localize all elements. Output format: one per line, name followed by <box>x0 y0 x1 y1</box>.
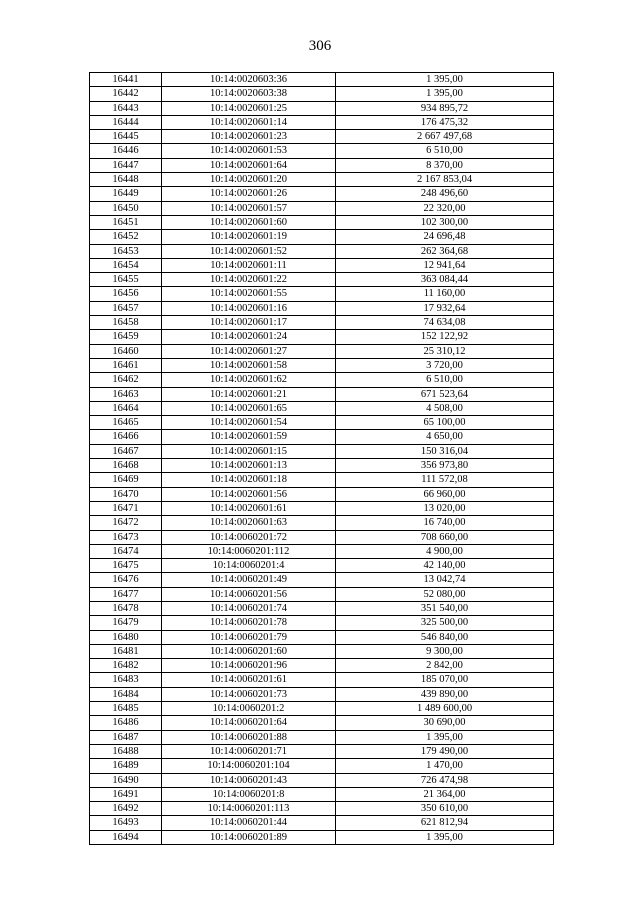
cadastral-number-cell: 10:14:0060201:104 <box>162 759 336 773</box>
row-number-cell: 16481 <box>90 644 162 658</box>
value-cell: 248 496,60 <box>336 187 554 201</box>
table-row <box>90 544 554 558</box>
table-row <box>90 687 554 701</box>
table-row <box>90 258 554 272</box>
row-number-cell: 16485 <box>90 702 162 716</box>
cadastral-number-cell: 10:14:0060201:78 <box>162 616 336 630</box>
value-cell: 111 572,08 <box>336 473 554 487</box>
table-row <box>90 501 554 515</box>
cadastral-number-cell: 10:14:0020601:15 <box>162 444 336 458</box>
cadastral-number-cell: 10:14:0060201:73 <box>162 687 336 701</box>
row-number-cell: 16491 <box>90 787 162 801</box>
cadastral-number-cell: 10:14:0020601:16 <box>162 301 336 315</box>
table-row <box>90 659 554 673</box>
table-row <box>90 287 554 301</box>
row-number-cell: 16458 <box>90 316 162 330</box>
cadastral-number-cell: 10:14:0060201:71 <box>162 744 336 758</box>
row-number-cell: 16446 <box>90 144 162 158</box>
value-cell: 74 634,08 <box>336 316 554 330</box>
cadastral-number-cell: 10:14:0060201:44 <box>162 816 336 830</box>
table-row <box>90 230 554 244</box>
value-cell: 1 395,00 <box>336 730 554 744</box>
table-row <box>90 830 554 844</box>
cadastral-number-cell: 10:14:0020601:52 <box>162 244 336 258</box>
value-cell: 152 122,92 <box>336 330 554 344</box>
value-cell: 16 740,00 <box>336 516 554 530</box>
table-row <box>90 716 554 730</box>
cadastral-number-cell: 10:14:0060201:72 <box>162 530 336 544</box>
value-cell: 150 316,04 <box>336 444 554 458</box>
row-number-cell: 16455 <box>90 273 162 287</box>
value-cell: 934 895,72 <box>336 101 554 115</box>
cadastral-number-cell: 10:14:0020601:13 <box>162 459 336 473</box>
row-number-cell: 16463 <box>90 387 162 401</box>
value-cell: 66 960,00 <box>336 487 554 501</box>
table-row <box>90 616 554 630</box>
cadastral-number-cell: 10:14:0020601:19 <box>162 230 336 244</box>
value-cell: 179 490,00 <box>336 744 554 758</box>
row-number-cell: 16459 <box>90 330 162 344</box>
row-number-cell: 16465 <box>90 416 162 430</box>
cadastral-number-cell: 10:14:0020601:18 <box>162 473 336 487</box>
value-cell: 6 510,00 <box>336 144 554 158</box>
cadastral-number-cell: 10:14:0060201:60 <box>162 644 336 658</box>
table-row <box>90 559 554 573</box>
row-number-cell: 16444 <box>90 115 162 129</box>
cadastral-number-cell: 10:14:0060201:43 <box>162 773 336 787</box>
cadastral-number-cell: 10:14:0060201:64 <box>162 716 336 730</box>
cadastral-number-cell: 10:14:0060201:56 <box>162 587 336 601</box>
table-body <box>90 73 554 845</box>
row-number-cell: 16470 <box>90 487 162 501</box>
value-cell: 65 100,00 <box>336 416 554 430</box>
value-cell: 8 370,00 <box>336 158 554 172</box>
cadastral-number-cell: 10:14:0060201:89 <box>162 830 336 844</box>
table-row <box>90 244 554 258</box>
value-cell: 21 364,00 <box>336 787 554 801</box>
table-row <box>90 358 554 372</box>
value-cell: 3 720,00 <box>336 358 554 372</box>
value-cell: 671 523,64 <box>336 387 554 401</box>
table-row <box>90 373 554 387</box>
table-row <box>90 587 554 601</box>
value-cell: 351 540,00 <box>336 601 554 615</box>
row-number-cell: 16493 <box>90 816 162 830</box>
cadastral-number-cell: 10:14:0020601:60 <box>162 215 336 229</box>
cadastral-number-cell: 10:14:0060201:96 <box>162 659 336 673</box>
value-cell: 262 364,68 <box>336 244 554 258</box>
value-cell: 1 395,00 <box>336 87 554 101</box>
cadastral-number-cell: 10:14:0020601:14 <box>162 115 336 129</box>
value-cell: 350 610,00 <box>336 802 554 816</box>
table-row <box>90 702 554 716</box>
row-number-cell: 16460 <box>90 344 162 358</box>
value-cell: 1 470,00 <box>336 759 554 773</box>
row-number-cell: 16490 <box>90 773 162 787</box>
table-row <box>90 215 554 229</box>
table-row <box>90 201 554 215</box>
cadastral-number-cell: 10:14:0020601:22 <box>162 273 336 287</box>
row-number-cell: 16461 <box>90 358 162 372</box>
value-cell: 726 474,98 <box>336 773 554 787</box>
table-row <box>90 115 554 129</box>
row-number-cell: 16443 <box>90 101 162 115</box>
value-cell: 25 310,12 <box>336 344 554 358</box>
value-cell: 1 489 600,00 <box>336 702 554 716</box>
value-cell: 4 650,00 <box>336 430 554 444</box>
value-cell: 4 508,00 <box>336 401 554 415</box>
table-row <box>90 516 554 530</box>
value-cell: 52 080,00 <box>336 587 554 601</box>
table-row <box>90 401 554 415</box>
cadastral-number-cell: 10:14:0020601:56 <box>162 487 336 501</box>
table-row <box>90 644 554 658</box>
value-cell: 6 510,00 <box>336 373 554 387</box>
value-cell: 12 941,64 <box>336 258 554 272</box>
row-number-cell: 16476 <box>90 573 162 587</box>
value-cell: 546 840,00 <box>336 630 554 644</box>
cadastral-number-cell: 10:14:0060201:74 <box>162 601 336 615</box>
page-number: 306 <box>308 38 332 54</box>
table-row <box>90 487 554 501</box>
value-cell: 363 084,44 <box>336 273 554 287</box>
value-cell: 9 300,00 <box>336 644 554 658</box>
cadastral-number-cell: 10:14:0060201:2 <box>162 702 336 716</box>
row-number-cell: 16474 <box>90 544 162 558</box>
table-row <box>90 158 554 172</box>
cadastral-number-cell: 10:14:0020601:11 <box>162 258 336 272</box>
row-number-cell: 16472 <box>90 516 162 530</box>
row-number-cell: 16489 <box>90 759 162 773</box>
table-row <box>90 473 554 487</box>
table-row <box>90 101 554 115</box>
table-row <box>90 416 554 430</box>
value-cell: 621 812,94 <box>336 816 554 830</box>
row-number-cell: 16466 <box>90 430 162 444</box>
value-cell: 2 167 853,04 <box>336 173 554 187</box>
table-row <box>90 730 554 744</box>
value-cell: 185 070,00 <box>336 673 554 687</box>
value-cell: 102 300,00 <box>336 215 554 229</box>
value-cell: 2 842,00 <box>336 659 554 673</box>
row-number-cell: 16492 <box>90 802 162 816</box>
row-number-cell: 16483 <box>90 673 162 687</box>
value-cell: 11 160,00 <box>336 287 554 301</box>
cadastral-number-cell: 10:14:0020601:20 <box>162 173 336 187</box>
table-row <box>90 173 554 187</box>
table-row <box>90 573 554 587</box>
cadastral-number-cell: 10:14:0020601:26 <box>162 187 336 201</box>
row-number-cell: 16441 <box>90 73 162 87</box>
row-number-cell: 16482 <box>90 659 162 673</box>
cadastral-number-cell: 10:14:0020601:57 <box>162 201 336 215</box>
cadastral-number-cell: 10:14:0060201:61 <box>162 673 336 687</box>
table-row <box>90 802 554 816</box>
table-row <box>90 816 554 830</box>
table-row <box>90 459 554 473</box>
cadastral-number-cell: 10:14:0060201:88 <box>162 730 336 744</box>
table-row <box>90 301 554 315</box>
row-number-cell: 16469 <box>90 473 162 487</box>
table-row <box>90 387 554 401</box>
cadastral-number-cell: 10:14:0060201:8 <box>162 787 336 801</box>
cadastral-number-cell: 10:14:0020601:24 <box>162 330 336 344</box>
cadastral-number-cell: 10:14:0060201:49 <box>162 573 336 587</box>
table-row <box>90 130 554 144</box>
table-row <box>90 673 554 687</box>
row-number-cell: 16445 <box>90 130 162 144</box>
row-number-cell: 16468 <box>90 459 162 473</box>
table-row <box>90 744 554 758</box>
row-number-cell: 16487 <box>90 730 162 744</box>
value-cell: 2 667 497,68 <box>336 130 554 144</box>
cadastral-number-cell: 10:14:0020601:27 <box>162 344 336 358</box>
cadastral-number-cell: 10:14:0020601:25 <box>162 101 336 115</box>
cadastral-number-cell: 10:14:0020601:65 <box>162 401 336 415</box>
cadastral-number-cell: 10:14:0020601:62 <box>162 373 336 387</box>
value-cell: 356 973,80 <box>336 459 554 473</box>
cadastral-number-cell: 10:14:0020603:36 <box>162 73 336 87</box>
cadastral-number-cell: 10:14:0020601:61 <box>162 501 336 515</box>
value-cell: 22 320,00 <box>336 201 554 215</box>
cadastral-number-cell: 10:14:0060201:4 <box>162 559 336 573</box>
row-number-cell: 16480 <box>90 630 162 644</box>
cadastral-number-cell: 10:14:0020601:64 <box>162 158 336 172</box>
row-number-cell: 16494 <box>90 830 162 844</box>
cadastral-number-cell: 10:14:0020601:58 <box>162 358 336 372</box>
row-number-cell: 16442 <box>90 87 162 101</box>
value-cell: 439 890,00 <box>336 687 554 701</box>
cadastral-number-cell: 10:14:0020601:23 <box>162 130 336 144</box>
row-number-cell: 16452 <box>90 230 162 244</box>
table-row <box>90 444 554 458</box>
table-row <box>90 330 554 344</box>
row-number-cell: 16467 <box>90 444 162 458</box>
row-number-cell: 16473 <box>90 530 162 544</box>
row-number-cell: 16457 <box>90 301 162 315</box>
cadastral-number-cell: 10:14:0020601:63 <box>162 516 336 530</box>
value-cell: 708 660,00 <box>336 530 554 544</box>
table-row <box>90 601 554 615</box>
row-number-cell: 16453 <box>90 244 162 258</box>
row-number-cell: 16484 <box>90 687 162 701</box>
row-number-cell: 16475 <box>90 559 162 573</box>
cadastral-number-cell: 10:14:0020601:54 <box>162 416 336 430</box>
value-cell: 1 395,00 <box>336 830 554 844</box>
cadastral-number-cell: 10:14:0060201:79 <box>162 630 336 644</box>
value-cell: 1 395,00 <box>336 73 554 87</box>
table-row <box>90 344 554 358</box>
row-number-cell: 16477 <box>90 587 162 601</box>
table-row <box>90 316 554 330</box>
cadastral-number-cell: 10:14:0020603:38 <box>162 87 336 101</box>
row-number-cell: 16488 <box>90 744 162 758</box>
cadastral-number-cell: 10:14:0020601:21 <box>162 387 336 401</box>
table-row <box>90 530 554 544</box>
row-number-cell: 16447 <box>90 158 162 172</box>
row-number-cell: 16450 <box>90 201 162 215</box>
table-row <box>90 630 554 644</box>
table-row <box>90 430 554 444</box>
row-number-cell: 16451 <box>90 215 162 229</box>
cadastral-number-cell: 10:14:0020601:55 <box>162 287 336 301</box>
cadastral-number-cell: 10:14:0060201:112 <box>162 544 336 558</box>
value-cell: 13 042,74 <box>336 573 554 587</box>
value-cell: 325 500,00 <box>336 616 554 630</box>
table-row <box>90 187 554 201</box>
row-number-cell: 16462 <box>90 373 162 387</box>
row-number-cell: 16479 <box>90 616 162 630</box>
value-cell: 13 020,00 <box>336 501 554 515</box>
data-table <box>89 72 554 845</box>
cadastral-number-cell: 10:14:0020601:59 <box>162 430 336 444</box>
table-row <box>90 787 554 801</box>
value-cell: 42 140,00 <box>336 559 554 573</box>
table-row <box>90 273 554 287</box>
table-row <box>90 759 554 773</box>
row-number-cell: 16456 <box>90 287 162 301</box>
row-number-cell: 16449 <box>90 187 162 201</box>
value-cell: 24 696,48 <box>336 230 554 244</box>
row-number-cell: 16478 <box>90 601 162 615</box>
row-number-cell: 16486 <box>90 716 162 730</box>
row-number-cell: 16464 <box>90 401 162 415</box>
cadastral-number-cell: 10:14:0060201:113 <box>162 802 336 816</box>
table-row <box>90 773 554 787</box>
row-number-cell: 16448 <box>90 173 162 187</box>
row-number-cell: 16454 <box>90 258 162 272</box>
row-number-cell: 16471 <box>90 501 162 515</box>
value-cell: 4 900,00 <box>336 544 554 558</box>
table-row <box>90 73 554 87</box>
cadastral-number-cell: 10:14:0020601:53 <box>162 144 336 158</box>
table-row <box>90 144 554 158</box>
table-row <box>90 87 554 101</box>
value-cell: 30 690,00 <box>336 716 554 730</box>
value-cell: 17 932,64 <box>336 301 554 315</box>
cadastral-number-cell: 10:14:0020601:17 <box>162 316 336 330</box>
value-cell: 176 475,32 <box>336 115 554 129</box>
